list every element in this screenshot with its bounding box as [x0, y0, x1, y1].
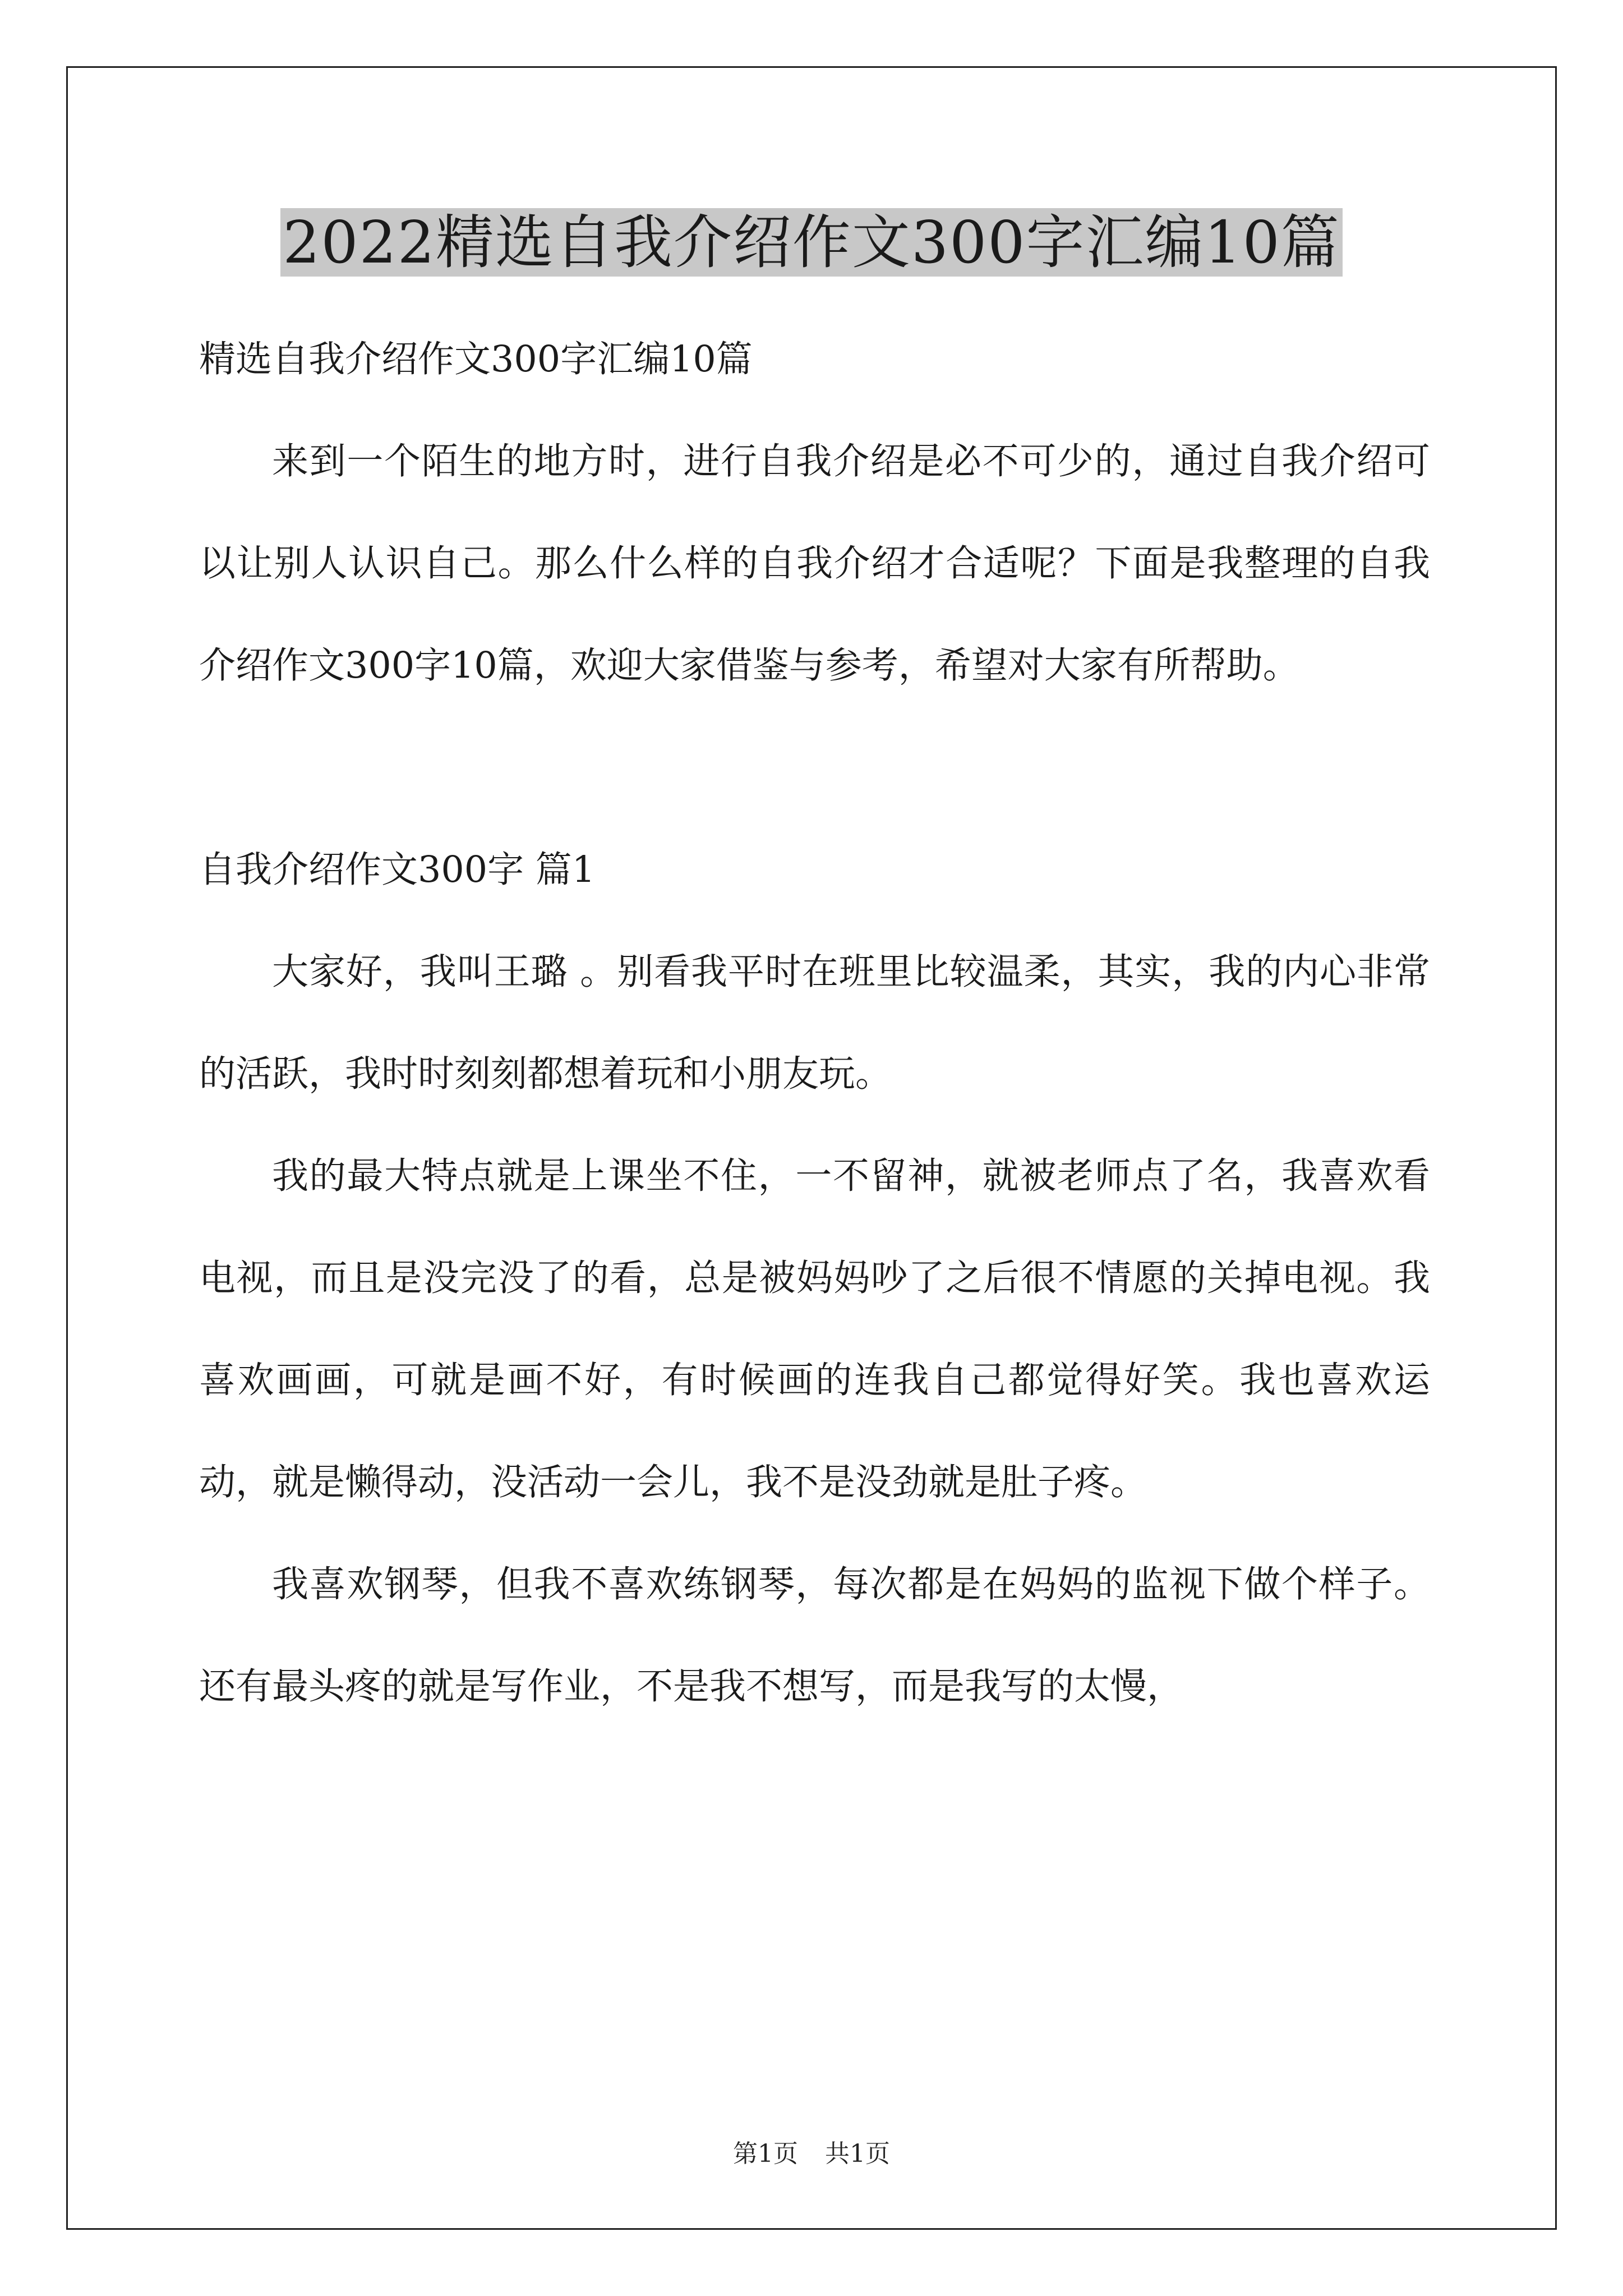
- body-paragraph: 大家好，我叫王璐 。别看我平时在班里比较温柔，其实，我的内心非常的活跃，我时时刻刻都想着玩和小朋友玩。: [199, 951, 1430, 1095]
- document-body: [199, 309, 1430, 1738]
- page-number: 第1页: [733, 2139, 798, 2168]
- body-paragraph: 我的最大特点就是上课坐不住，一不留神，就被老师点了名，我喜欢看电视，而且是没完没了的看，总是被妈妈吵了之后很不情愿的关掉电视。我喜欢画画，可就是画不好，有时候画的连我自己都觉得好笑。我也喜欢运动，就是懒得动，没活动一会儿，我不是没劲就是肚子疼。: [199, 1155, 1430, 1503]
- section-heading: 自我介绍作文300字 篇1: [199, 849, 596, 891]
- document-title: [0, 203, 1623, 282]
- page-footer: [0, 2137, 1623, 2171]
- intro-paragraph: 来到一个陌生的地方时，进行自我介绍是必不可少的，通过自我介绍可以让别人认识自己。那么什么样的自我介绍才合适呢？下面是我整理的自我介绍作文300字10篇，欢迎大家借鉴与参考，希望对大家有所帮助。: [199, 440, 1430, 687]
- document-title-text: 2022精选自我介绍作文300字汇编10篇: [280, 208, 1343, 277]
- page-total: 共1页: [825, 2139, 890, 2168]
- body-paragraph: 我喜欢钢琴，但我不喜欢练钢琴，每次都是在妈妈的监视下做个样子。还有最头疼的就是写作业，不是我不想写，而是我写的太慢，: [199, 1563, 1430, 1708]
- document-subtitle: 精选自我介绍作文300字汇编10篇: [199, 338, 753, 380]
